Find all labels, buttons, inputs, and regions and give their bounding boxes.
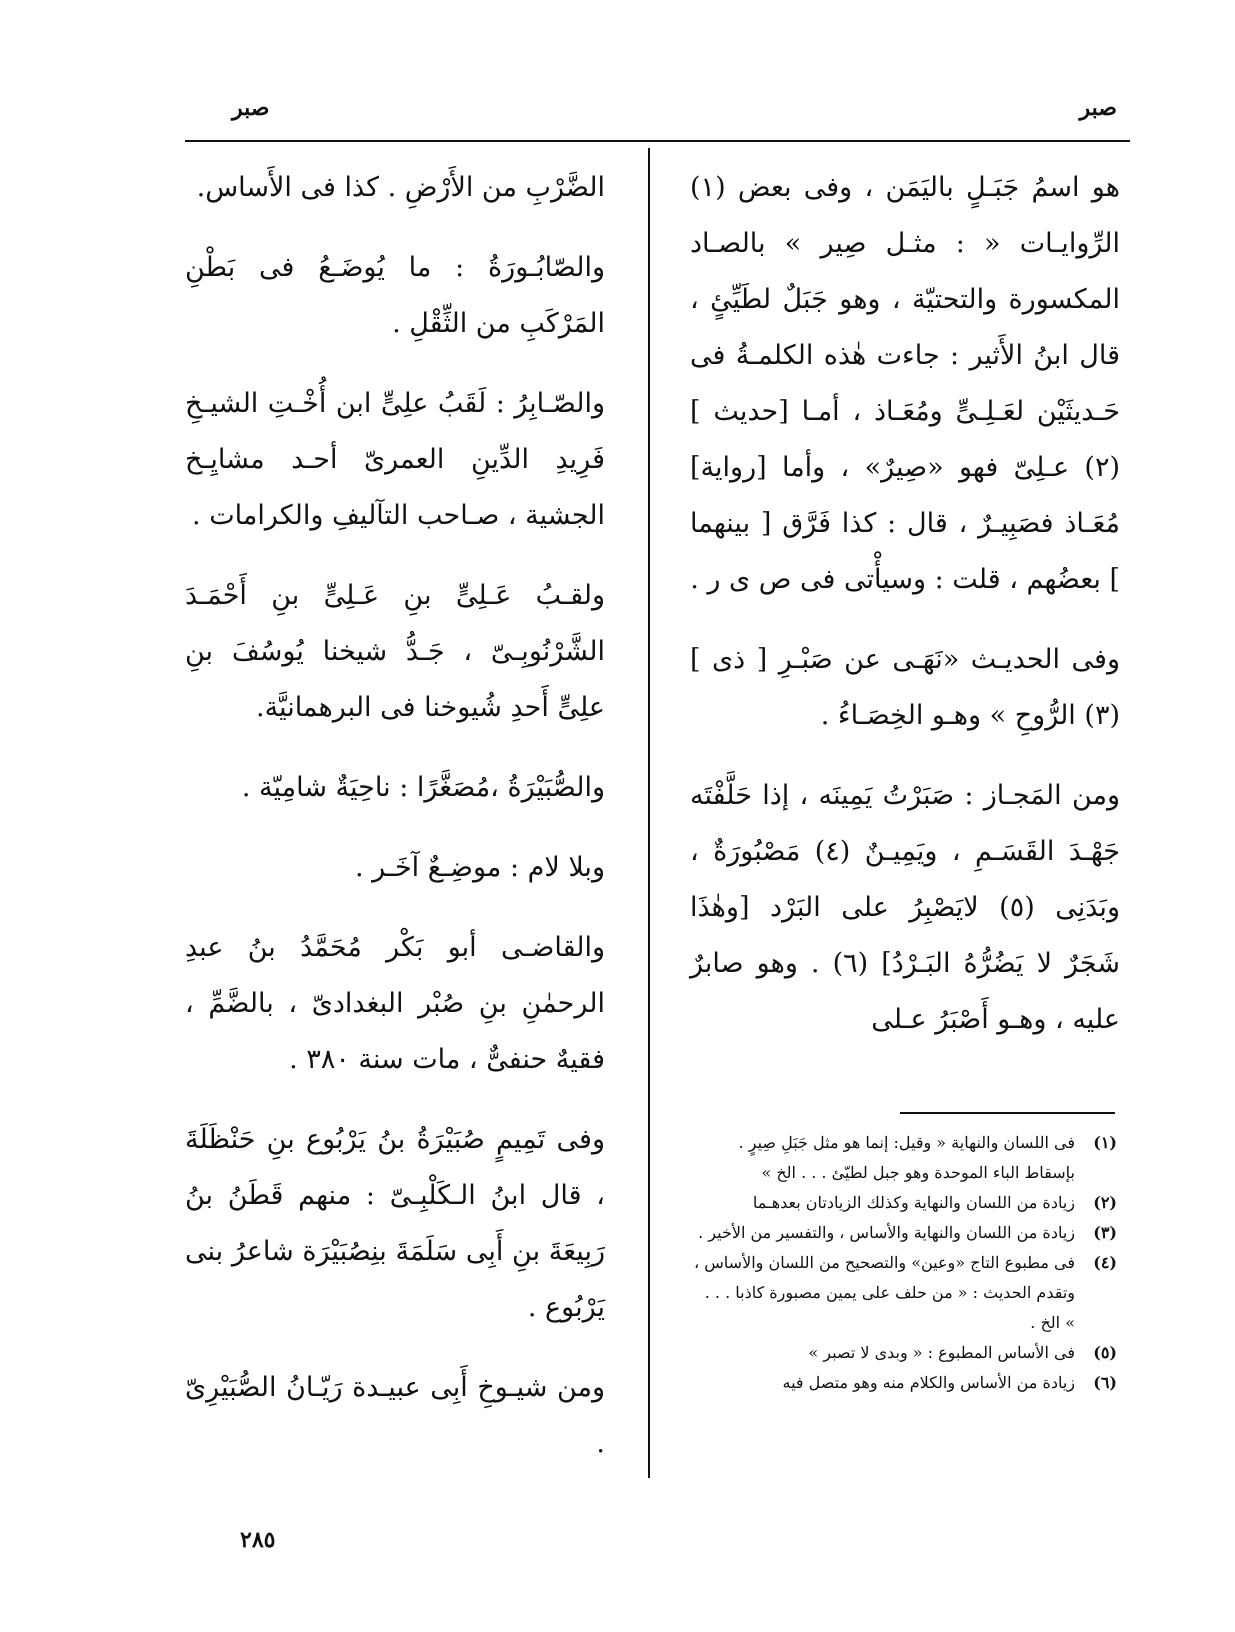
right-column [690,160,1120,1072]
footnote-rule [900,1112,1115,1114]
footnote [692,1218,1117,1248]
running-header-right: صبر [1079,95,1117,121]
running-header-left: صبر [232,95,270,121]
paragraph: وفى تَمِيمٍ صُبَيْرَةُ بنُ يَرْبُوع بنِ حَنْظَلَةَ ، قال ابنُ الـكَلْبِـىّ : منهم قَطَنُ بنُ رَبِيعَةَ بنِ أَبِى سَلَمَةَ بنِصُبَيْرَة شاعرُ بنى يَرْبُوع . [185,1124,605,1323]
footnote [692,1128,1117,1188]
header-rule [185,140,1130,142]
paragraph: الضَّرْبِ من الأَرْضِ . كذا فى الأَساس. [196,172,605,203]
left-column [185,160,605,1496]
page-number: ٢٨٥ [240,1527,276,1553]
footnote-number: (٣) [1093,1223,1117,1242]
footnote-text: زيادة من الأساس والكلام منه وهو متصل فيه [782,1373,1075,1392]
paragraph: ومن المَجـاز : صَبَرْتُ يَمِينَه ، إذا حَلَّفْتَه جَهْـدَ القَسَـمِ ، ويَمِيـنٌ (٤) مَصْبُورَةٌ ، وبَدَنِى (٥) لايَصْبِرُ على البَرْد [وهٰذَا شَجَرٌ لا يَضُرُّهُ البَـرْدُ] (٦) . وهو صابرٌ عليه ، وهـو أَصْبَرُ عـلى [690,780,1120,1035]
footnote-number: (٦) [1093,1373,1117,1392]
footnotes [692,1128,1117,1398]
paragraph: وبلا لام : موضِـعٌ آخَـر . [355,852,605,883]
footnote-number: (١) [1093,1133,1117,1152]
footnote [692,1368,1117,1398]
footnote-text: زيادة من اللسان والنهاية وكذلك الزيادتان بعدهـما [752,1193,1075,1212]
column-divider [648,148,650,1478]
paragraph: ولقـبُ عَـلِىٍّ بنِ عَـلِىٍّ بنِ أَحْمَـدَ الشَّرْنُوبِـىّ ، جَـدُّ شيخنا يُوسُفَ بنِ علِىٍّ أَحدِ شُيوخنا فى البرهمانيَّة. [185,580,605,723]
footnote-text: فى الأساس المطبوع : « وبدى لا تصبر » [808,1343,1075,1362]
footnote-text: فى اللسان والنهاية « وقيل: إنما هو مثل جَبَلِ صِيرٍ . بإسقاط الباء الموحدة وهو جبل لطيّئ . . . الخ » [738,1133,1075,1182]
paragraph: ومن شيـوخِ أَبِى عبيـدة رَيّـانُ الصُّبَيْرِىّ . [185,1372,605,1459]
footnote [692,1338,1117,1368]
paragraph: والصّابُـورَةُ : ما يُوضَـعُ فى بَطْنِ المَرْكَبِ من الثِّقْلِ . [185,252,605,339]
footnote-number: (٤) [1093,1253,1117,1272]
footnote [692,1188,1117,1218]
footnote-number: (٥) [1093,1343,1117,1362]
paragraph: وفى الحديـث «نَهَـى عن صَبْـرِ [ ذى ] (٣) الرُّوحِ » وهـو الخِصَـاءُ . [690,644,1120,731]
footnote-text: فى مطبوع التاج «وعين» والتصحيح من اللسان والأساس ، وتقدم الحديث : « من حلف على يمين مصبورة كاذبا . . . » الخ . [694,1253,1075,1332]
footnote [692,1248,1117,1338]
paragraph: والصّـابِرُ : لَقَبُ علِىٍّ ابن أُخْـتِ الشيـخِ فَرِيدِ الدِّينِ العمرىّ أحـد مشايِـخ الجشية ، صـاحب التآليفِ والكرامات . [185,388,605,531]
footnote-number: (٢) [1093,1193,1117,1212]
paragraph: والقاضـى أبو بَكْر مُحَمَّدُ بنُ عبدِ الرحمٰنِ بنِ صُبْر البغدادىّ ، بالضَّمِّ ، فقيهٌ حنفىٌّ ، مات سنة ٣٨٠ . [185,932,605,1075]
footnote-text: زيادة من اللسان والنهاية والأساس ، والتفسير من الأخير . [698,1223,1075,1242]
paragraph: والصُّبَيْرَةُ ،مُصَغَّرًا : ناحِيَةٌ شامِيّة . [241,772,605,803]
paragraph: هو اسمُ جَبَـلٍ باليَمَن ، وفى بعض (١) الرِّوايـات « : مثـل صِير » بالصـاد المكسورة والتحتيّة ، وهو جَبَلٌ لطَيِّئٍ ، قال ابنُ الأَثير : جاءت هٰذه الكلمـةُ فى حَـديثَيْن لعَـلِـىٍّ ومُعَـاذ ، أمـا [حديث ] (٢) عـلِىّ فهو «صِيرٌ» ، وأما [رواية] مُعَـاذ فصَبِيـرٌ ، قال : كذا فَرَّق [ بينهما ] بعضُهم ، قلت : وسيأْتى فى ص ى ر . [690,172,1120,595]
